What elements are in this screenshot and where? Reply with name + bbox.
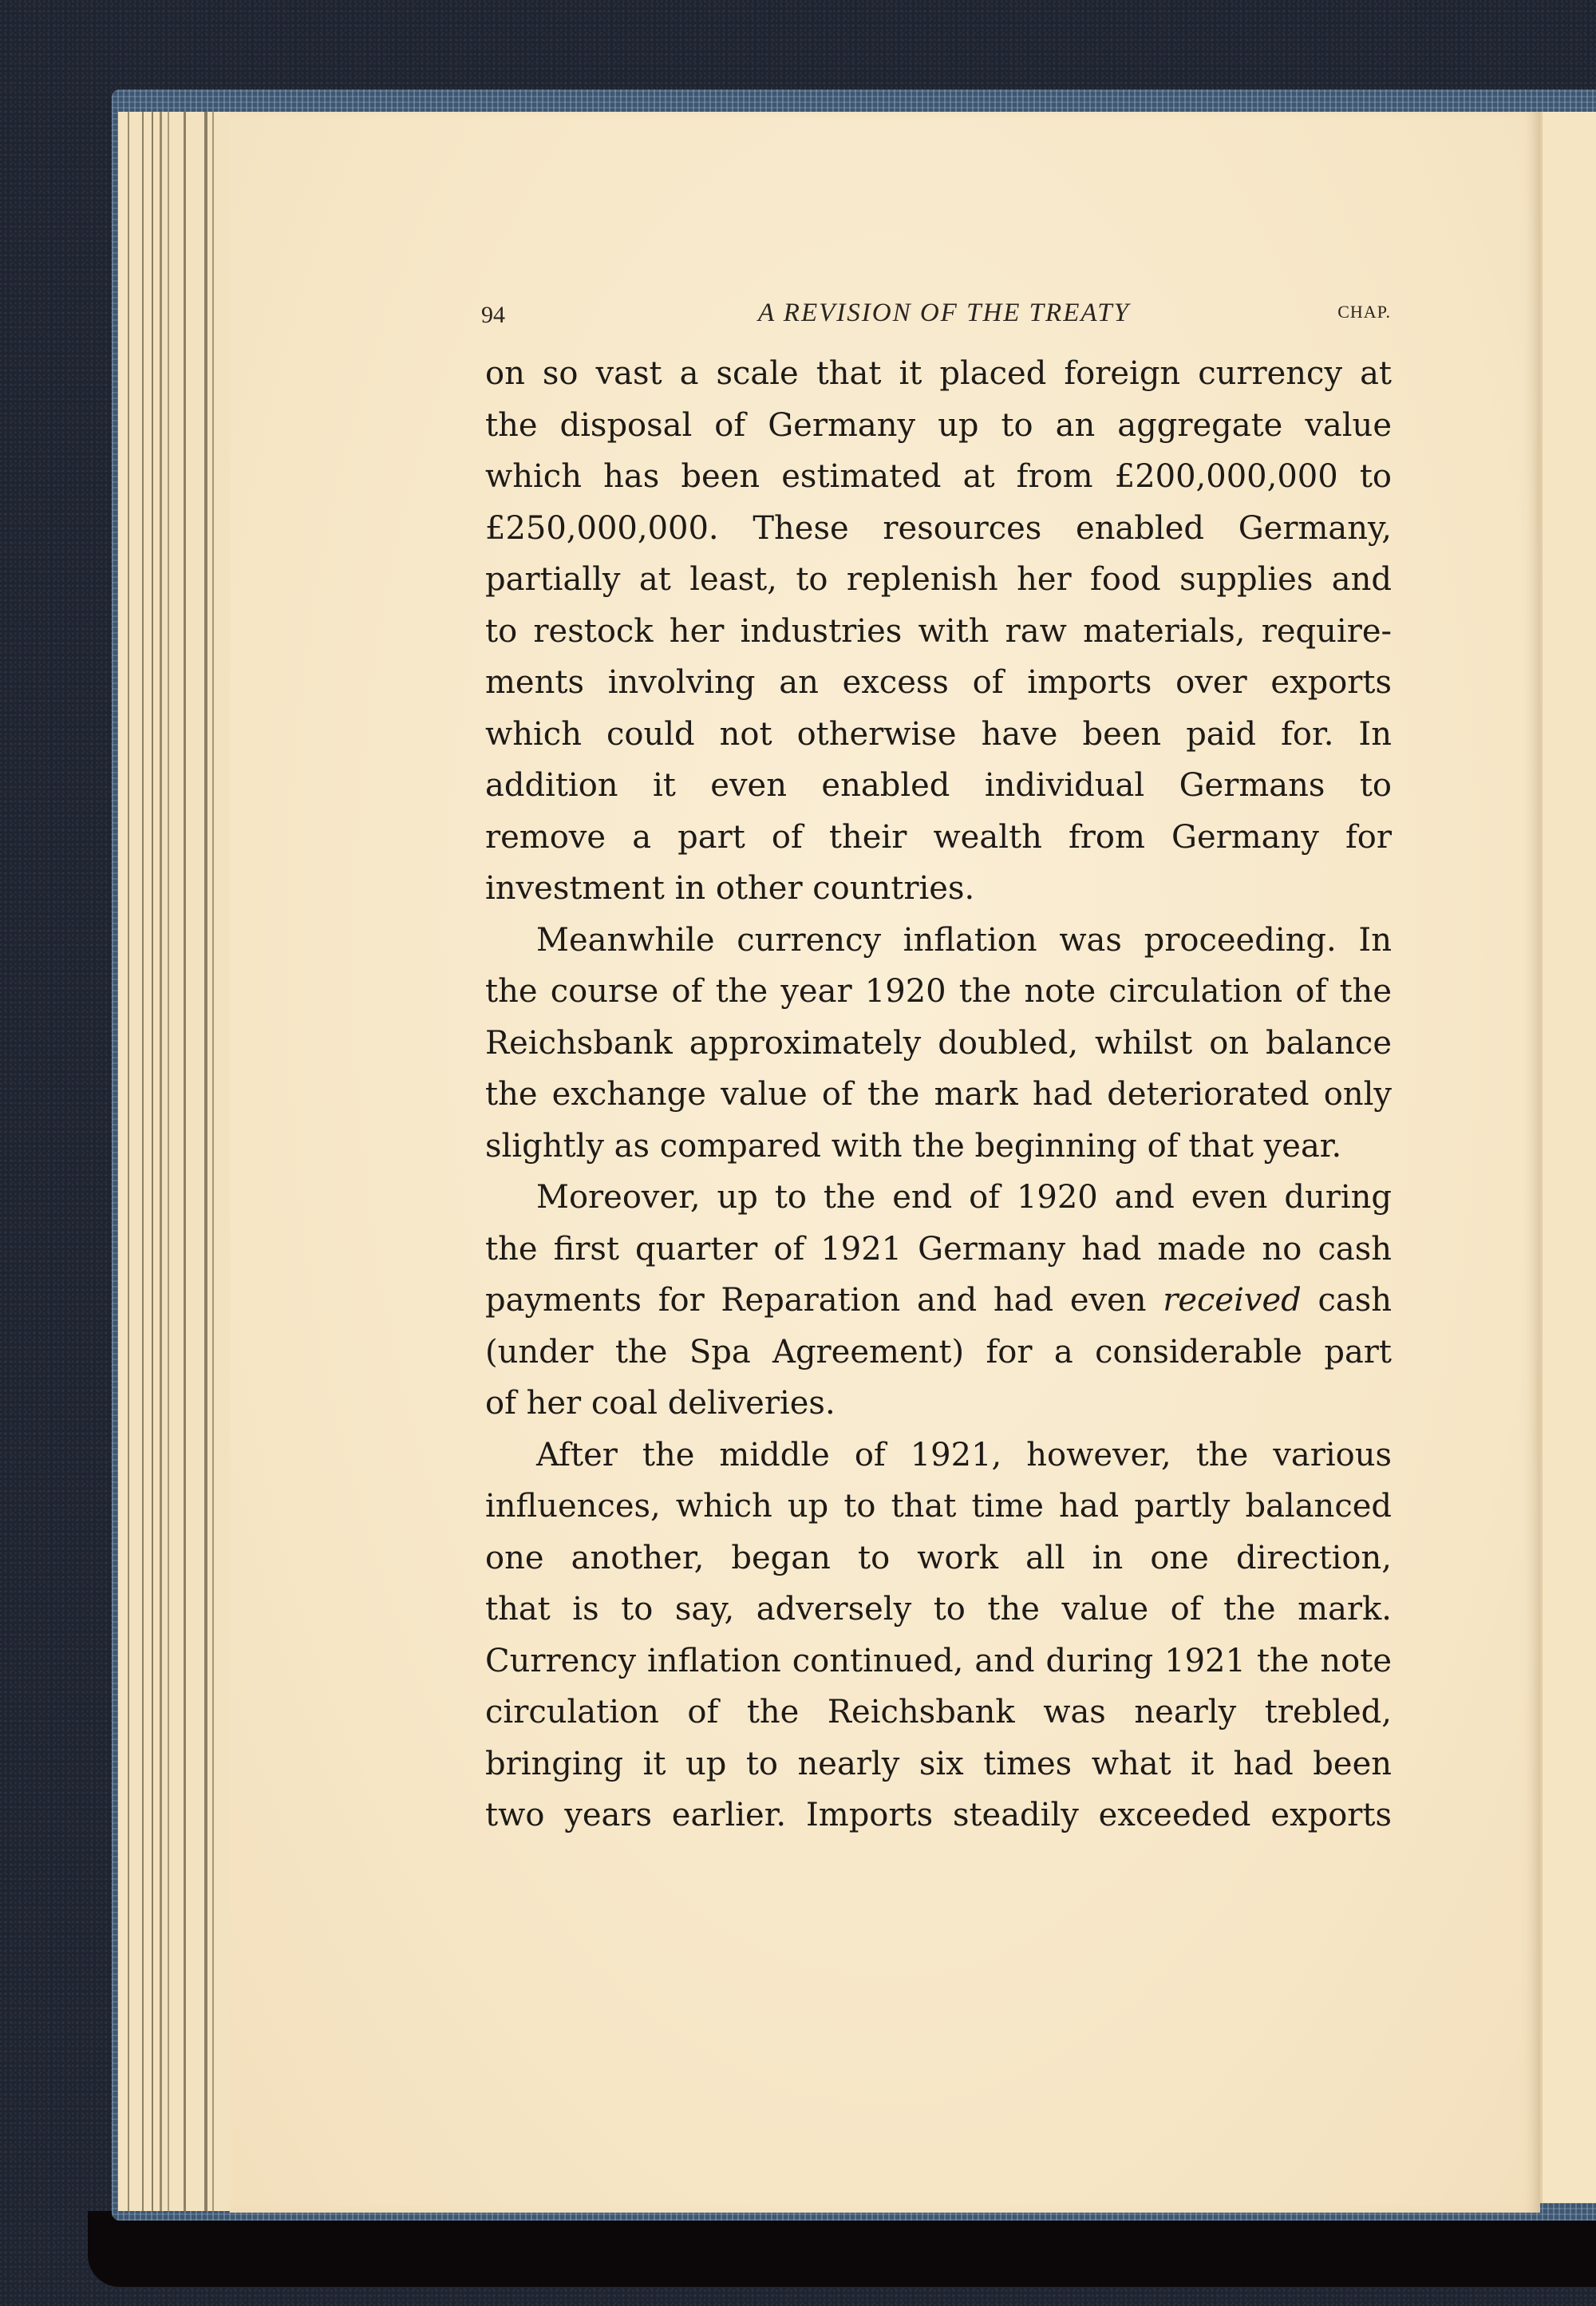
text-line: influences, which up to that time had partly balanced [485,1488,1392,1525]
page-number: 94 [481,302,505,328]
text-line: of her coal deliveries. [485,1385,836,1422]
text-line: circulation of the Reichsbank was nearly trebled, [485,1694,1392,1730]
text-line: £250,000,000. These resources enabled Germany, [485,509,1392,547]
text-line: Currency inflation continued, and during 1921 the note [485,1642,1392,1679]
text-line: one another, began to work all in one direction, [485,1539,1392,1576]
book-shadow [88,2211,1596,2287]
text-line: on so vast a scale that it placed foreign currency at [485,355,1392,392]
text-line: to restock her industries with raw materials, require- [485,612,1392,650]
text-line: partially at least, to replenish her food supplies and [485,561,1392,598]
text-line: slightly as compared with the beginning of that year. [485,1127,1342,1165]
text-line: (under the Spa Agreement) for a considerable part [485,1333,1392,1371]
paragraph-4 [485,1430,1392,1841]
text-line: the exchange value of the mark had deteriorated only [485,1076,1392,1113]
text-line: remove a part of their wealth from Germany for [485,818,1392,856]
chapter-label: CHAP. [1337,302,1391,322]
text-line: the disposal of Germany up to an aggregate value [485,406,1392,444]
text-line: Meanwhile currency inflation was proceeding. In [536,921,1392,959]
text-line: After the middle of 1921, however, the various [536,1436,1392,1473]
text-segment: cash [1317,1282,1393,1319]
paragraph-2 [485,915,1392,1173]
text-line: addition it even enabled individual Germans to [485,767,1392,804]
text-line: ments involving an excess of imports over exports [485,664,1392,701]
text-line: the first quarter of 1921 Germany had made no cash [485,1230,1392,1268]
paragraph-1 [485,348,1392,915]
text-line: the course of the year 1920 the note circulation of the [485,973,1392,1010]
text-line: that is to say, adversely to the value of the mark. [485,1591,1392,1628]
next-page-edge [1540,112,1596,2203]
body-text [485,348,1392,1841]
text-line: which has been estimated at from £200,000,000 to [485,458,1392,495]
text-line: Reichsbank approximately doubled, whilst on balance [485,1024,1392,1062]
page-edges [118,112,230,2211]
paragraph-3 [485,1172,1392,1430]
running-head [481,295,1391,343]
text-line: Moreover, up to the end of 1920 and even during [536,1179,1392,1216]
text-line-with-emphasis [485,1275,1392,1327]
text-line: which could not otherwise have been paid for. In [485,715,1392,753]
text-line: bringing it up to nearly six times what it had been [485,1745,1392,1782]
text-segment: payments for Reparation and had even [485,1282,1147,1319]
text-line: two years earlier. Imports steadily exceeded exports [485,1797,1392,1833]
running-title: A REVISION OF THE TREATY [758,299,1130,327]
emphasized-word: received [1163,1282,1302,1319]
text-line: investment in other countries. [485,870,975,907]
